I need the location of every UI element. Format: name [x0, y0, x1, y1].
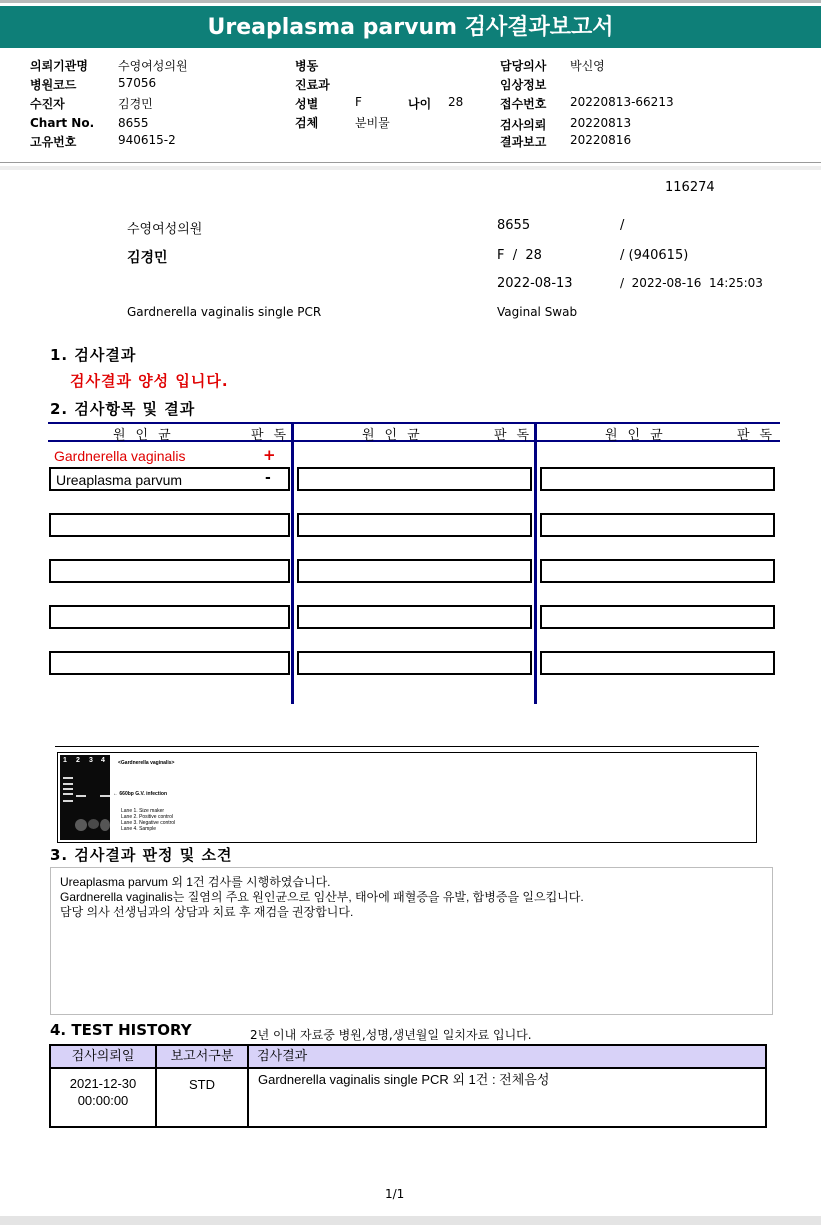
result-box — [540, 467, 775, 491]
lane-number: 2 — [76, 757, 80, 764]
label-doctor: 담당의사 — [500, 59, 547, 73]
value-chart-no: 8655 — [118, 116, 149, 130]
history-col-type: 보고서구분 — [157, 1046, 247, 1067]
overall-result: 검사결과 양성 입니다. — [70, 372, 229, 390]
gel-band — [100, 795, 110, 797]
primer-glow — [100, 819, 110, 831]
top-border — [0, 0, 821, 3]
col3-judgement-header: 판독 — [737, 428, 783, 443]
result-box — [297, 605, 532, 629]
column-divider-1 — [291, 422, 294, 704]
result-box — [49, 513, 290, 537]
summary-patient: 김경민 — [127, 250, 168, 266]
history-type: STD — [189, 1077, 215, 1092]
label-patient: 수진자 — [30, 97, 65, 111]
gel-band — [63, 783, 73, 785]
label-report-date: 결과보고 — [500, 135, 547, 149]
summary-birth: / (940615) — [620, 248, 689, 263]
label-department: 진료과 — [295, 78, 330, 92]
page-number: 1/1 — [385, 1187, 405, 1201]
label-hospital-code: 병원코드 — [30, 78, 77, 92]
organism-gardnerella: Gardnerella vaginalis — [54, 448, 186, 464]
opinion-box — [50, 867, 773, 1015]
lane-number: 4 — [101, 757, 105, 764]
history-result: Gardnerella vaginalis single PCR 외 1건 : 전체음성 — [258, 1072, 550, 1087]
gel-top-rule — [55, 746, 759, 747]
gel-legend-4: Lane 4. Sample — [121, 826, 157, 832]
gel-band — [63, 800, 73, 802]
value-specimen: 분비물 — [355, 116, 390, 130]
gel-band — [63, 793, 73, 795]
gel-legend-1: Lane 1. Size maker — [121, 808, 165, 814]
primer-glow — [88, 819, 99, 829]
label-specimen: 검체 — [295, 116, 319, 130]
summary-slash: / — [620, 218, 625, 233]
result-box — [540, 513, 775, 537]
gel-photo — [60, 755, 110, 840]
label-unique-no: 고유번호 — [30, 135, 77, 149]
value-receipt-no: 20220813-66213 — [570, 95, 674, 109]
gel-band — [63, 777, 73, 779]
history-note: 2년 이내 자료중 병원,성명,생년월일 일치자료 입니다. — [250, 1028, 532, 1042]
result-box — [540, 651, 775, 675]
result-box — [540, 559, 775, 583]
header-divider — [0, 162, 821, 163]
history-divider — [247, 1046, 249, 1126]
summary-received: 2022-08-13 — [497, 276, 573, 291]
footer-band — [0, 1216, 821, 1225]
header-band — [0, 166, 821, 170]
opinion-line-3: 담당 의사 선생님과의 상담과 치료 후 재검을 권장합니다. — [60, 905, 354, 919]
section4-title: 4. TEST HISTORY — [50, 1021, 192, 1039]
col2-organism-header: 원인균 — [362, 428, 430, 443]
value-hospital-code: 57056 — [118, 76, 157, 90]
history-col-date: 검사의뢰일 — [51, 1046, 155, 1067]
value-patient: 김경민 — [118, 97, 153, 111]
value-report-date: 20220816 — [570, 133, 632, 147]
summary-sex-age: F / 28 — [497, 248, 542, 263]
summary-reported: / 2022-08-16 14:25:03 — [620, 276, 763, 290]
gel-marker-label: ← 660bp G.V. infection — [113, 791, 167, 797]
section3-title: 3. 검사결과 판정 및 소견 — [50, 846, 233, 864]
history-date: 2021-12-30 — [69, 1076, 137, 1091]
summary-hospital: 수영여성의원 — [127, 222, 203, 237]
label-sex: 성별 — [295, 97, 319, 111]
gel-figure — [57, 752, 757, 843]
opinion-line-2: Gardnerella vaginalis는 질염의 주요 원인균으로 임산부, 태아에 패혈증을 유발, 합병증을 일으킵니다. — [60, 890, 584, 904]
history-time: 00:00:00 — [77, 1093, 129, 1108]
label-receipt-no: 접수번호 — [500, 97, 547, 111]
result-gardnerella: + — [263, 446, 276, 464]
lane-number: 1 — [63, 757, 67, 764]
lane-number: 3 — [89, 757, 93, 764]
value-doctor: 박신영 — [570, 59, 605, 73]
history-table — [49, 1044, 767, 1128]
col1-organism-header: 원인균 — [113, 428, 181, 443]
gel-band — [76, 795, 86, 797]
col2-judgement-header: 판독 — [494, 428, 540, 443]
document-number: 116274 — [665, 180, 715, 195]
result-box — [297, 467, 532, 491]
value-sex: F — [355, 95, 362, 109]
result-box — [49, 651, 290, 675]
value-request-date: 20220813 — [570, 116, 632, 130]
gel-legend-3: Lane 3. Negative control — [121, 820, 176, 826]
value-unique-no: 940615-2 — [118, 133, 176, 147]
section2-title: 2. 검사항목 및 결과 — [50, 400, 196, 418]
col3-organism-header: 원인균 — [605, 428, 673, 443]
label-request-date: 검사의뢰 — [500, 118, 547, 132]
gel-legend-2: Lane 2. Positive control — [121, 814, 173, 820]
result-ureaplasma: - — [265, 470, 271, 486]
primer-glow — [75, 819, 87, 831]
result-box — [297, 513, 532, 537]
value-institution: 수영여성의원 — [118, 59, 188, 73]
label-age: 나이 — [408, 97, 432, 111]
result-box — [297, 651, 532, 675]
report-title: Ureaplasma parvum 검사결과보고서 — [0, 6, 821, 48]
summary-test: Gardnerella vaginalis single PCR — [127, 305, 322, 319]
column-divider-2 — [534, 422, 537, 704]
label-clinical-info: 임상정보 — [500, 78, 547, 92]
label-chart-no: Chart No. — [30, 116, 95, 130]
opinion-line-1: Ureaplasma parvum 외 1건 검사를 시행하였습니다. — [60, 875, 331, 889]
label-institution: 의뢰기관명 — [30, 59, 88, 73]
gel-band — [63, 788, 73, 790]
organism-ureaplasma: Ureaplasma parvum — [56, 472, 183, 488]
result-box — [297, 559, 532, 583]
history-col-result: 검사결과 — [249, 1046, 765, 1067]
summary-specimen: Vaginal Swab — [497, 305, 578, 319]
result-box — [49, 605, 290, 629]
value-age: 28 — [448, 95, 464, 109]
result-box — [49, 559, 290, 583]
summary-chart: 8655 — [497, 218, 531, 233]
section1-title: 1. 검사결과 — [50, 346, 137, 364]
result-box — [540, 605, 775, 629]
label-ward: 병동 — [295, 59, 319, 73]
gel-caption: <Gardnerella vaginalis> — [118, 760, 175, 766]
col1-judgement-header: 판독 — [251, 428, 297, 443]
